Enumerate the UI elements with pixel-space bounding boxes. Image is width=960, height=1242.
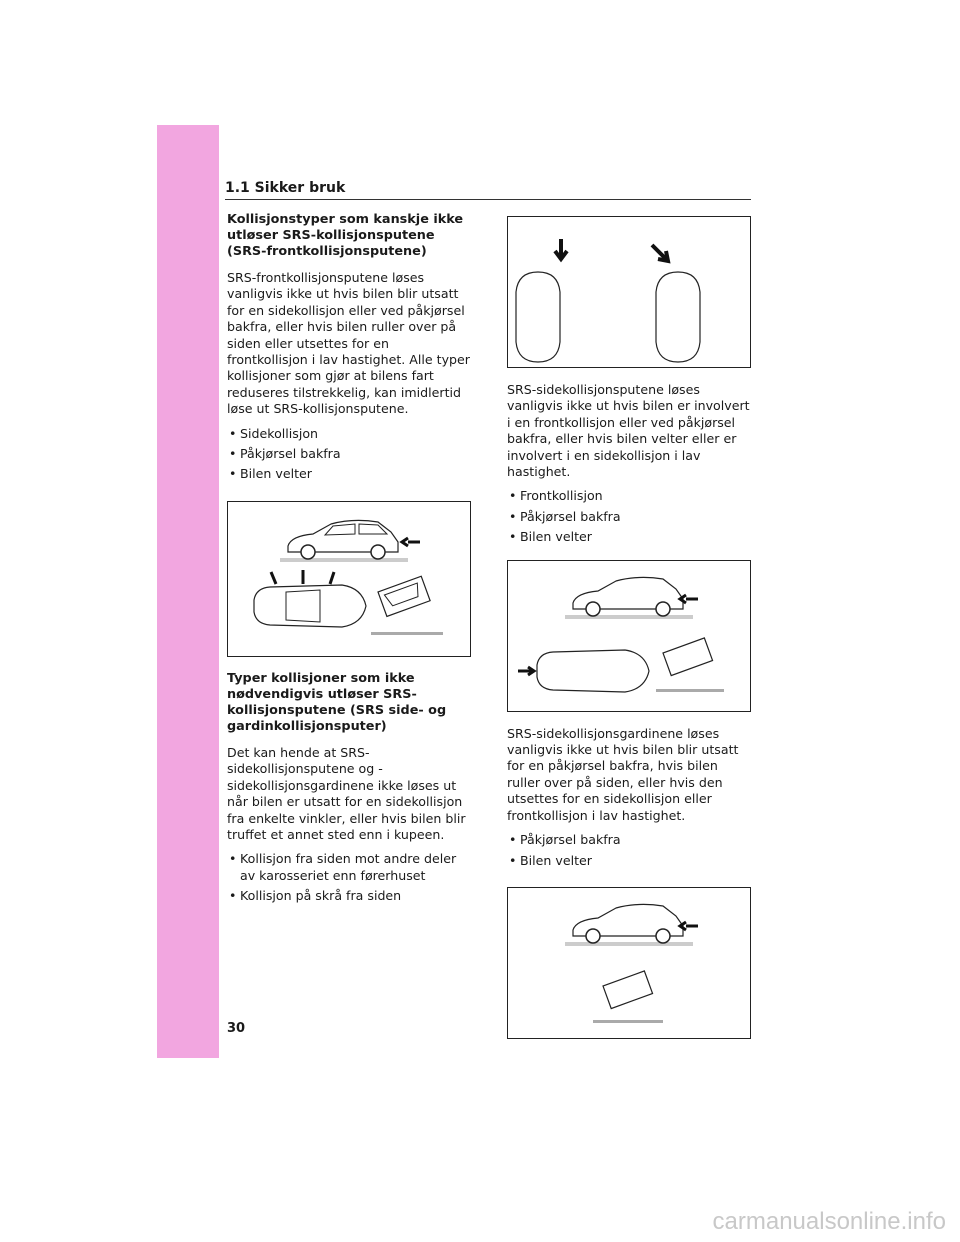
paragraph-side: Det kan hende at SRS-sidekollisjonsputene og -sidekollisjonsgardinene ikke løses ut når bilen er utsatt for en sidekollisjon fra enkelte vinkler, eller hvis bilen blir truffet et annet sted enn i kupeen. bbox=[227, 744, 466, 842]
car-top-icon bbox=[537, 650, 649, 692]
list-item: • Kollisjon på skrå fra siden bbox=[227, 888, 472, 904]
paragraph-frontal: SRS-frontkollisjonsputene løses vanligvis ikke ut hvis bilen blir utsatt for en sidekollisjon eller ved påkjørsel bakfra, eller hvis bilen ruller over på siden eller utsettes for en frontkollisjon i lav hastighet. Alle typer kollisjoner som gjør at bilens fart reduseres tilstrekkelig, kan imidlertid løse ut SRS-kollisjonsputene. bbox=[227, 270, 470, 417]
list-side-bags bbox=[507, 488, 752, 545]
car-top-icon bbox=[656, 272, 700, 362]
list-frontal bbox=[227, 426, 472, 483]
car-rollover-icon bbox=[603, 971, 653, 1009]
list-item: • Påkjørsel bakfra bbox=[227, 446, 472, 462]
list-item: • Bilen velter bbox=[227, 466, 472, 482]
list-side bbox=[227, 851, 472, 904]
list-item: • Påkjørsel bakfra bbox=[507, 832, 752, 848]
list-item: • Frontkollisjon bbox=[507, 488, 752, 504]
paragraph-side-bags: SRS-sidekollisjonsputene løses vanligvis ikke ut hvis bilen er involvert i en frontkollisjon eller ved påkjørsel bakfra, eller hvis bilen velter eller er involvert i en sidekollisjon i lav hastighet. bbox=[507, 382, 750, 480]
heading-frontal-airbags: Kollisjonstyper som kanskje ikke utløser SRS-kollisjonsputene (SRS-frontkollisjonsputene) bbox=[227, 212, 464, 259]
list-item: • Påkjørsel bakfra bbox=[507, 509, 752, 525]
heading-side-airbags: Typer kollisjoner som ikke nødvendigvis utløser SRS-kollisjonsputene (SRS side- og gardinkollisjonsputer) bbox=[227, 670, 447, 734]
right-column bbox=[507, 212, 752, 1053]
list-curtain bbox=[507, 832, 752, 869]
figure-side-bags-cases bbox=[507, 560, 751, 712]
figure-side-angles bbox=[507, 216, 751, 368]
car-top-icon bbox=[254, 585, 366, 627]
page-number: 30 bbox=[227, 1021, 246, 1036]
chapter-tab bbox=[157, 125, 219, 1058]
left-column bbox=[227, 212, 472, 909]
list-item: • Bilen velter bbox=[507, 529, 752, 545]
section-divider bbox=[225, 199, 751, 200]
car-rollover-icon bbox=[663, 638, 713, 676]
watermark: carmanualsonline.info bbox=[712, 1208, 946, 1235]
section-title: 1.1 Sikker bruk bbox=[225, 180, 346, 196]
list-item: • Sidekollisjon bbox=[227, 426, 472, 442]
figure-frontal-collisions bbox=[227, 501, 471, 657]
list-item: • Kollisjon fra siden mot andre deler av karosseriet enn førerhuset bbox=[227, 851, 472, 884]
car-side-icon bbox=[565, 904, 693, 946]
figure-curtain-cases bbox=[507, 887, 751, 1039]
paragraph-curtain: SRS-sidekollisjonsgardinene løses vanligvis ikke ut hvis bilen blir utsatt for en påkjørsel bakfra, hvis bilen ruller over på siden, eller hvis den utsettes for en sidekollisjon eller frontkollisjon i lav hastighet. bbox=[507, 725, 739, 823]
car-side-icon bbox=[280, 520, 408, 562]
car-top-icon bbox=[516, 272, 560, 362]
car-side-icon bbox=[565, 577, 693, 619]
list-item: • Bilen velter bbox=[507, 853, 752, 869]
car-rollover-icon bbox=[378, 576, 430, 616]
